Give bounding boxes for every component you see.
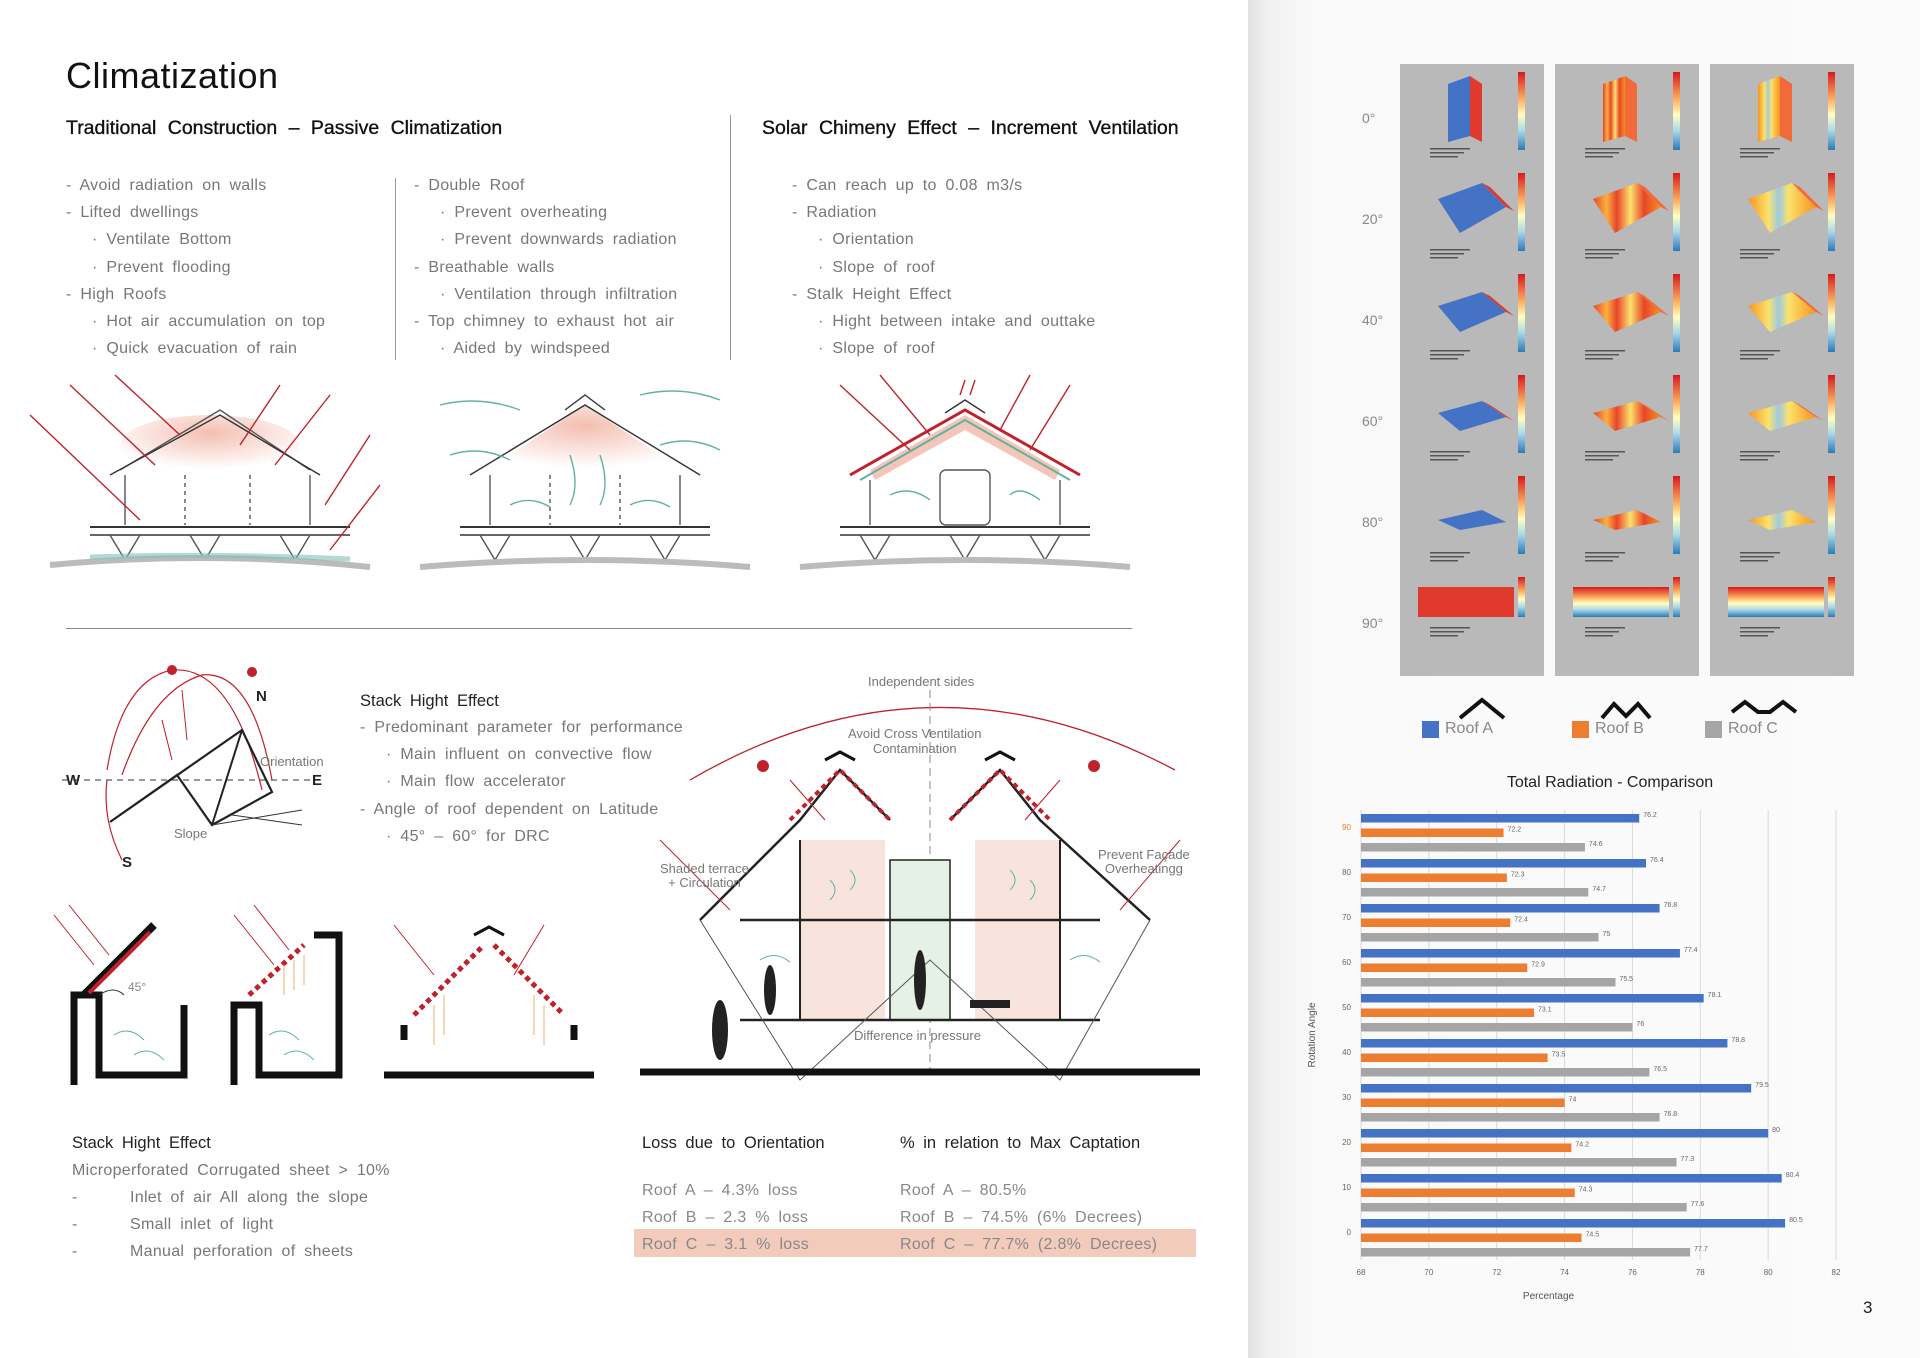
y-tick-label: 10	[1342, 1183, 1351, 1192]
traditional-list-1	[66, 172, 325, 362]
stack-heading-1: Stack Hight Effect	[360, 692, 499, 710]
bar-roof-a	[1361, 994, 1704, 1003]
compass-w: W	[66, 772, 81, 789]
bar-roof-a	[1361, 904, 1660, 913]
list-item-text: Small inlet of light	[130, 1216, 274, 1234]
list-item: · Slope of roof	[792, 254, 1095, 281]
list-item: - Stalk Height Effect	[792, 281, 1095, 308]
bar-roof-c	[1361, 1068, 1649, 1077]
shaded-terrace-label: Shaded terrace + Circulation	[660, 861, 749, 890]
simulation-thumbnail	[1740, 274, 1835, 360]
data-label: 77.3	[1680, 1156, 1695, 1163]
roof-diagram-a	[54, 905, 184, 1085]
angle-label: 40°	[1362, 312, 1384, 328]
result-row: Roof C – 3.1 % loss	[642, 1236, 810, 1253]
list-item: · Prevent flooding	[66, 254, 325, 281]
x-axis-label: Percentage	[1522, 1291, 1575, 1302]
x-tick-label: 76	[1627, 1268, 1637, 1277]
compass-n: N	[256, 688, 267, 705]
simulation-thumbnail	[1430, 72, 1525, 158]
angle-label: 20°	[1362, 211, 1384, 227]
compass-e: E	[312, 772, 323, 789]
simulation-thumbnail	[1430, 476, 1525, 562]
traditional-heading: Traditional Construction – Passive Climatization	[66, 117, 503, 139]
x-tick-label: 68	[1356, 1268, 1366, 1277]
bar-roof-b	[1361, 1009, 1534, 1018]
bar-roof-c	[1361, 978, 1615, 987]
avoid-cross-ventilation-label: Avoid Cross Ventilation Contamination	[848, 726, 982, 756]
roof-diagram-c	[384, 925, 594, 1075]
data-label: 77.4	[1683, 947, 1698, 954]
legend-swatch	[1422, 721, 1439, 738]
prevent-facade-label: Prevent Façade Overheatingg	[1098, 847, 1190, 876]
section-divider	[730, 115, 731, 360]
orientation-label: Orientation	[260, 754, 324, 769]
data-label: 77.7	[1694, 1246, 1708, 1253]
y-tick-label: 90	[1342, 823, 1351, 832]
simulation-thumbnail	[1585, 375, 1680, 461]
list-item: · Hot air accumulation on top	[66, 308, 325, 335]
y-tick-label: 30	[1342, 1093, 1351, 1102]
simulation-thumbnail	[1728, 577, 1835, 637]
simulation-thumbnail	[1740, 173, 1835, 259]
list-item: · 45° – 60° for DRC	[360, 823, 696, 850]
bar-roof-b	[1361, 874, 1507, 883]
legend-label: Roof C	[1728, 720, 1778, 737]
data-label: 79.5	[1755, 1082, 1769, 1089]
list-item: - High Roofs	[66, 281, 325, 308]
y-tick-label: 60	[1342, 958, 1351, 967]
data-label: 80.5	[1789, 1217, 1803, 1224]
simulation-thumbnail	[1430, 375, 1525, 461]
list-item: - Small inlet of light	[72, 1216, 274, 1234]
list-item: · Ventilate Bottom	[66, 226, 325, 253]
data-label: 74.6	[1588, 841, 1603, 848]
angle-label: 60°	[1362, 413, 1384, 429]
list-item: · Slope of roof	[792, 335, 1095, 362]
loss-heading: Loss due to Orientation	[642, 1134, 825, 1152]
bar-roof-c	[1361, 1248, 1690, 1257]
list-item: - Manual perforation of sheets	[72, 1243, 354, 1261]
bar-roof-b	[1361, 1054, 1548, 1063]
bar-roof-c	[1361, 888, 1588, 897]
bar-roof-b	[1361, 919, 1510, 928]
list-item: · Hight between intake and outtake	[792, 308, 1095, 335]
list-item: · Aided by windspeed	[414, 335, 677, 362]
loss-rows	[642, 1177, 809, 1258]
bar-roof-c	[1361, 1158, 1677, 1167]
simulation-thumbnail	[1740, 72, 1835, 158]
roof-c-icon	[1732, 702, 1796, 712]
y-axis-label: Rotation Angle	[1307, 1002, 1318, 1068]
data-label: 72.2	[1507, 826, 1522, 834]
x-tick-label: 72	[1492, 1268, 1502, 1277]
legend-label: Roof A	[1445, 720, 1494, 737]
list-item: · Main influent on convective flow	[360, 741, 696, 768]
chart-title: Total Radiation - Comparison	[1506, 774, 1714, 791]
difference-pressure-label: Difference in pressure	[854, 1028, 981, 1043]
bar-roof-b	[1361, 1099, 1565, 1108]
data-label: 77.6	[1690, 1201, 1705, 1208]
data-label: 80.4	[1785, 1172, 1800, 1179]
traditional-list-2	[414, 172, 677, 362]
bar-roof-a	[1361, 1084, 1751, 1093]
simulation-thumbnail	[1740, 375, 1835, 461]
compass-s: S	[122, 854, 133, 871]
bar-roof-c	[1361, 933, 1599, 942]
data-label: 73.1	[1538, 1006, 1552, 1014]
list-item: · Quick evacuation of rain	[66, 335, 325, 362]
y-tick-label: 50	[1342, 1003, 1351, 1012]
result-row: Roof C – 77.7% (2.8% Decrees)	[900, 1236, 1158, 1253]
data-label: 76.8	[1663, 902, 1678, 909]
stack-list-2	[72, 1184, 368, 1266]
y-tick-label: 20	[1342, 1138, 1351, 1147]
x-tick-label: 82	[1831, 1268, 1841, 1277]
radiation-simulations	[1400, 64, 1870, 676]
data-label: 74	[1568, 1096, 1577, 1104]
list-item: · Main flow accelerator	[360, 768, 696, 795]
house-sketch-1	[30, 375, 380, 567]
data-label: 72.3	[1510, 871, 1525, 879]
simulation-thumbnail	[1740, 476, 1835, 562]
data-label: 72.4	[1514, 916, 1528, 924]
list-item: - Predominant parameter for performance	[360, 714, 696, 741]
data-label: 74.3	[1578, 1186, 1593, 1194]
angle-label: 90°	[1362, 615, 1384, 631]
page-title: Climatization	[66, 55, 279, 96]
roof-b-icon	[1602, 704, 1650, 718]
result-row: Roof A – 80.5%	[900, 1182, 1027, 1199]
list-item-text: Manual perforation of sheets	[130, 1243, 354, 1261]
data-label: 75.5	[1619, 976, 1634, 983]
bar-roof-b	[1361, 1144, 1571, 1153]
y-tick-label: 40	[1342, 1048, 1351, 1057]
legend-label: Roof B	[1595, 720, 1644, 737]
stack2-line1: Microperforated Corrugated sheet > 10%	[72, 1162, 390, 1179]
bar-roof-b	[1361, 964, 1527, 973]
x-tick-label: 74	[1560, 1268, 1570, 1277]
list-item: · Prevent downwards radiation	[414, 226, 677, 253]
list-item: - Double Roof	[414, 172, 677, 199]
list-item: · Prevent overheating	[414, 199, 677, 226]
roof-a-icon	[1460, 700, 1504, 718]
bar-roof-a	[1361, 949, 1680, 958]
bar-roof-a	[1361, 859, 1646, 868]
data-label: 76.4	[1650, 857, 1664, 864]
bar-roof-a	[1361, 1129, 1768, 1138]
data-label: 75	[1602, 931, 1611, 938]
data-label: 80	[1772, 1127, 1780, 1134]
list-item: - Lifted dwellings	[66, 199, 325, 226]
angle-label: 45°	[128, 980, 147, 994]
column-divider	[395, 178, 396, 360]
list-item: - Can reach up to 0.08 m3/s	[792, 172, 1095, 199]
simulation-thumbnail	[1430, 173, 1525, 259]
angle-label: 0°	[1362, 110, 1376, 126]
list-item: - Breathable walls	[414, 254, 677, 281]
list-item: - Avoid radiation on walls	[66, 172, 325, 199]
bar-roof-a	[1361, 1174, 1782, 1183]
simulation-thumbnail	[1573, 577, 1680, 637]
house-sketch-2	[420, 391, 750, 567]
list-item: · Orientation	[792, 226, 1095, 253]
y-tick-label: 0	[1346, 1228, 1351, 1237]
independent-sides-label: Independent sides	[868, 674, 975, 689]
result-row: Roof B – 74.5% (6% Decrees)	[900, 1209, 1143, 1226]
data-label: 76.2	[1643, 812, 1657, 819]
list-item: - Inlet of air All along the slope	[72, 1189, 369, 1206]
page-number: 3	[1863, 1298, 1873, 1317]
simulation-thumbnail	[1418, 577, 1525, 637]
list-item: - Top chimney to exhaust hot air	[414, 308, 677, 335]
roof-profile-icons	[1440, 694, 1920, 724]
house-sketches	[30, 375, 1210, 595]
max-captation-heading: % in relation to Max Captation	[900, 1134, 1141, 1152]
list-item: · Ventilation through infiltration	[414, 281, 677, 308]
stack-heading-2: Stack Hight Effect	[72, 1134, 211, 1152]
simulation-thumbnail	[1585, 274, 1680, 360]
angle-label: 80°	[1362, 514, 1384, 530]
bar-roof-a	[1361, 1039, 1727, 1048]
data-label: 76.5	[1653, 1066, 1668, 1073]
result-row: Roof A – 4.3% loss	[642, 1182, 798, 1199]
bar-roof-b	[1361, 1189, 1575, 1198]
list-item: - Angle of roof dependent on Latitude	[360, 796, 696, 823]
y-tick-label: 70	[1342, 913, 1351, 922]
bar-roof-a	[1361, 814, 1639, 823]
y-tick-label: 80	[1342, 868, 1351, 877]
bar-roof-c	[1361, 1203, 1687, 1212]
bar-roof-c	[1361, 843, 1585, 852]
data-label: 74.2	[1575, 1141, 1589, 1149]
bar-roof-a	[1361, 1219, 1785, 1228]
simulation-thumbnail	[1585, 476, 1680, 562]
max-captation-rows	[900, 1177, 1157, 1258]
data-label: 74.5	[1585, 1231, 1600, 1239]
data-label: 78.1	[1707, 992, 1722, 999]
data-label: 72.9	[1531, 961, 1545, 969]
x-tick-label: 70	[1424, 1268, 1434, 1277]
data-label: 73.5	[1551, 1051, 1566, 1059]
simulation-thumbnail	[1585, 72, 1680, 158]
bar-roof-b	[1361, 1234, 1582, 1243]
bar-roof-b	[1361, 829, 1504, 838]
list-item-text: Inlet of air All along the slope	[130, 1189, 369, 1206]
roof-section-diagrams	[54, 905, 614, 1085]
data-label: 78.8	[1731, 1037, 1746, 1044]
roof-diagram-b	[234, 905, 339, 1085]
solar-list	[792, 172, 1095, 362]
data-label: 76	[1636, 1021, 1645, 1028]
x-tick-label: 80	[1763, 1268, 1773, 1277]
simulation-thumbnail	[1430, 274, 1525, 360]
house-sketch-3	[800, 375, 1130, 567]
bar-roof-c	[1361, 1023, 1632, 1032]
data-label: 74.7	[1592, 886, 1606, 893]
slope-label: Slope	[174, 826, 208, 841]
x-tick-label: 78	[1695, 1268, 1705, 1277]
solar-heading: Solar Chimeny Effect – Increment Ventilation	[762, 117, 1179, 139]
simulation-thumbnail	[1585, 173, 1680, 259]
radiation-chart	[1300, 790, 1840, 1310]
horizontal-divider	[66, 628, 1132, 629]
list-item: - Radiation	[792, 199, 1095, 226]
result-row: Roof B – 2.3 % loss	[642, 1209, 809, 1226]
data-label: 76.8	[1663, 1111, 1678, 1118]
bar-roof-c	[1361, 1113, 1660, 1122]
